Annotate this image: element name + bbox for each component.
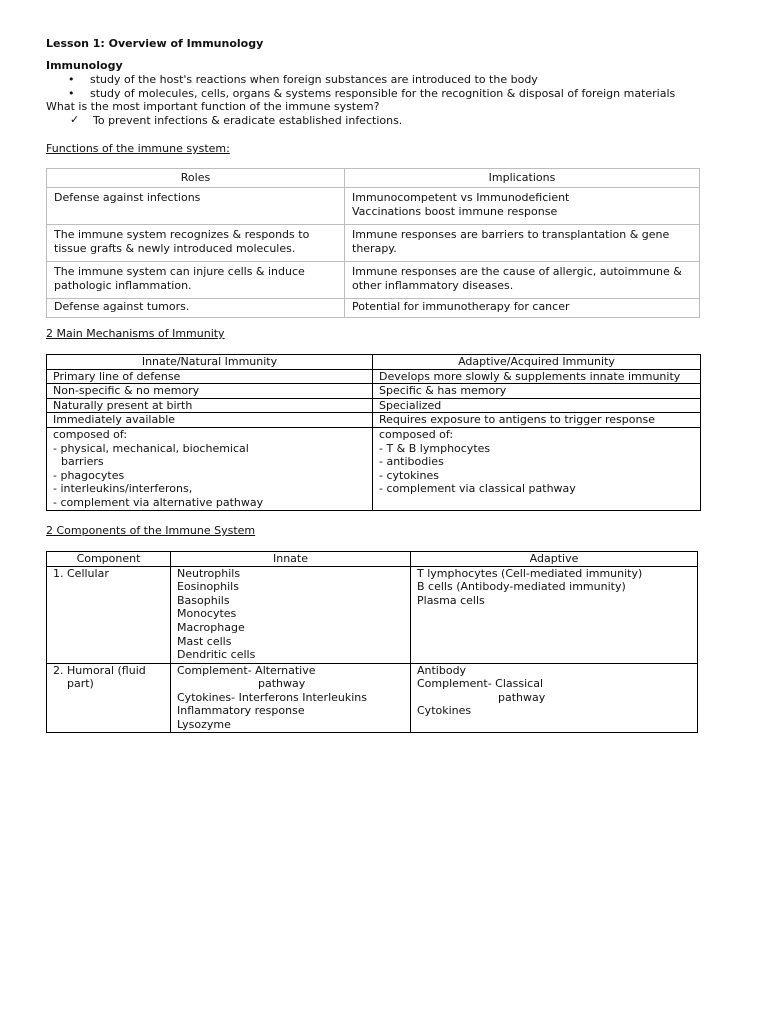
column-header: Adaptive: [411, 552, 698, 567]
definition-item: • study of the host's reactions when foreign substances are introduced to the body: [68, 73, 538, 86]
column-header: Innate/Natural Immunity: [47, 355, 373, 370]
table-row: Naturally present at birth Specialized: [47, 398, 701, 413]
table-row: 2. Humoral (fluid part) Complement- Alternative pathway Cytokines- Interferons Interleukins Inflammatory response Lysozyme Antibody Complement- Classical pathway Cytokines: [47, 663, 698, 732]
table-row: Immediately available Requires exposure to antigens to trigger response: [47, 413, 701, 428]
lesson-title: Lesson 1: Overview of Immunology: [46, 37, 264, 50]
column-header: Adaptive/Acquired Immunity: [373, 355, 701, 370]
bullet-icon: •: [68, 73, 75, 86]
section-heading: Immunology: [46, 59, 123, 72]
column-header: Roles: [47, 169, 345, 188]
table-row: The immune system can injure cells & induce pathologic inflammation. Immune responses are the cause of allergic, autoimmune & other inflammatory diseases.: [47, 262, 700, 299]
table-row: Non-specific & no memory Specific & has memory: [47, 384, 701, 399]
table-row: Defense against tumors. Potential for immunotherapy for cancer: [47, 299, 700, 318]
table-row: composed of: - physical, mechanical, biochemical barriers - phagocytes - interleukins/interferons, - complement via alternative pathway composed of: - T & B lymphocytes - antibodies - cytokines - complement via classical pathway: [47, 427, 701, 510]
table-row: 1. Cellular Neutrophils Eosinophils Basophils Monocytes Macrophage Mast cells Dendritic cells T lymphocytes (Cell-mediated immunity) B cells (Antibody-mediated immunity) Plasma cells: [47, 566, 698, 663]
definition-list: [68, 73, 676, 100]
functions-table: [46, 168, 700, 318]
bullet-icon: •: [68, 86, 75, 100]
table-row: The immune system recognizes & responds to tissue grafts & newly introduced molecules. Immune responses are barriers to transplantation & gene therapy.: [47, 225, 700, 262]
table-row: Defense against infections Immunocompetent vs Immunodeficient Vaccinations boost immune response: [47, 188, 700, 225]
definition-item: • study of molecules, cells, organs & systems responsible for the recognition & disposal of foreign materials: [68, 86, 676, 100]
column-header: Implications: [345, 169, 700, 188]
mechanisms-table: [46, 354, 701, 511]
checkmark-icon: ✓: [70, 113, 80, 126]
column-header: Component: [47, 552, 171, 567]
column-header: Innate: [171, 552, 411, 567]
functions-heading: Functions of the immune system:: [46, 142, 230, 155]
question-text: What is the most important function of the immune system?: [46, 100, 380, 113]
components-heading: 2 Components of the Immune System: [46, 524, 256, 537]
components-table: [46, 551, 698, 733]
mechanisms-heading: 2 Main Mechanisms of Immunity: [46, 327, 225, 340]
answer-text: To prevent infections & eradicate established infections.: [93, 114, 403, 127]
table-row: Primary line of defense Develops more slowly & supplements innate immunity: [47, 369, 701, 384]
